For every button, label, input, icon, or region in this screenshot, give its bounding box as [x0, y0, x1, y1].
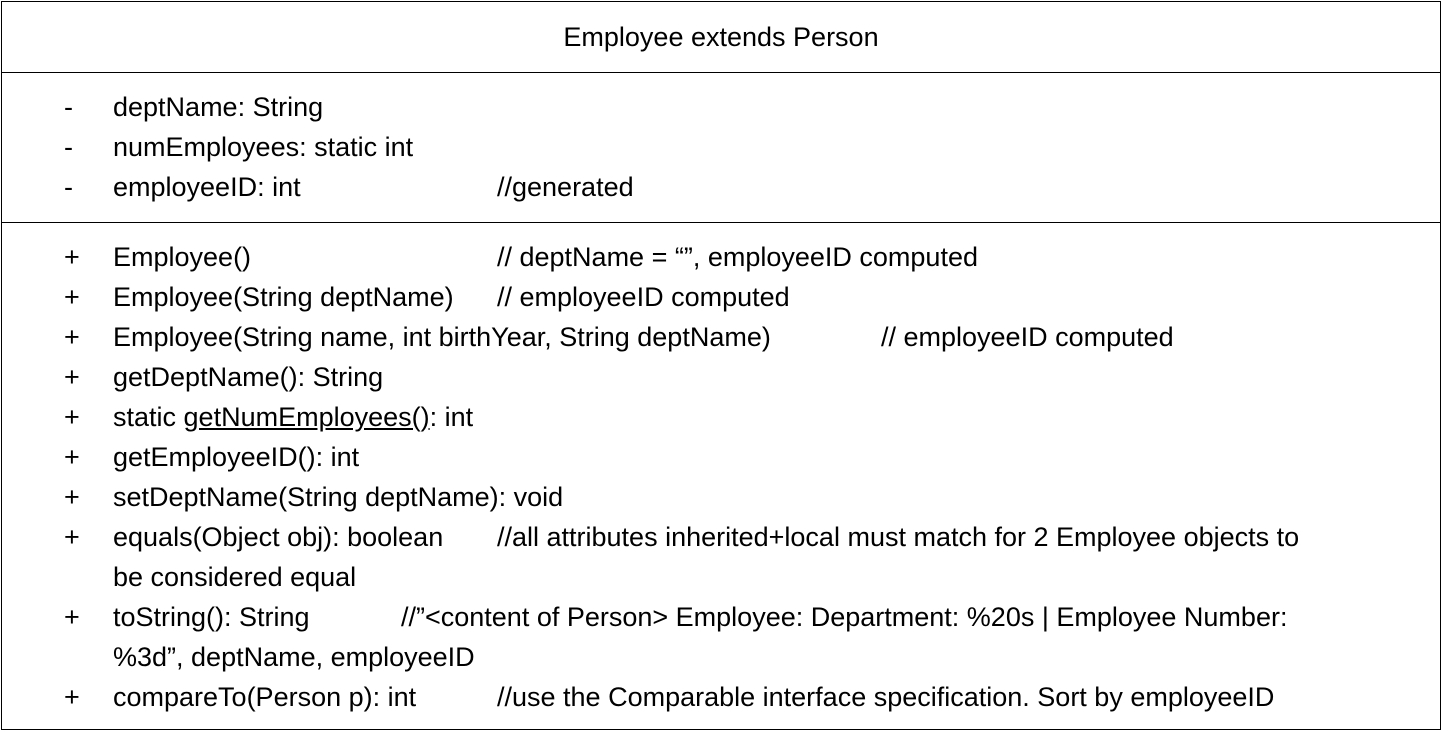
- visibility-public: +: [64, 282, 80, 312]
- method-comment: // employeeID computed: [497, 282, 790, 312]
- method-signature: [113, 397, 473, 437]
- attribute-signature: numEmployees: static int: [113, 132, 414, 162]
- method-comment: //use the Comparable interface specification. Sort by employeeID: [497, 682, 1275, 712]
- static-keyword: static: [113, 402, 184, 432]
- method-signature: Employee(): [113, 242, 252, 272]
- method-comment: // employeeID computed: [881, 322, 1174, 352]
- method-row-continuation: [2, 557, 1440, 597]
- attribute-row: [2, 167, 1440, 207]
- static-method-name: getNumEmployees(): [183, 402, 430, 432]
- visibility-public: +: [64, 442, 80, 472]
- method-comment-continuation: be considered equal: [113, 562, 357, 592]
- class-name-section: [2, 2, 1440, 73]
- methods-section: [2, 223, 1440, 729]
- method-signature: equals(Object obj): boolean: [113, 522, 444, 552]
- class-title: Employee extends Person: [563, 21, 879, 52]
- method-row: [2, 477, 1440, 517]
- method-row: [2, 237, 1440, 277]
- method-comment: //all attributes inherited+local must match for 2 Employee objects to: [497, 522, 1300, 552]
- visibility-public: +: [64, 682, 80, 712]
- method-row: [2, 277, 1440, 317]
- method-row: [2, 437, 1440, 477]
- method-row: [2, 357, 1440, 397]
- visibility-public: +: [64, 242, 80, 272]
- method-row: [2, 597, 1440, 637]
- method-comment: //”<content of Person> Employee: Department: %20s | Employee Number:: [401, 602, 1288, 632]
- visibility-public: +: [64, 482, 80, 512]
- uml-class-box: [1, 1, 1441, 730]
- method-signature: getEmployeeID(): int: [113, 442, 360, 472]
- method-row-continuation: [2, 637, 1440, 677]
- method-signature: toString(): String: [113, 602, 310, 632]
- visibility-private: -: [64, 132, 73, 162]
- visibility-public: +: [64, 602, 80, 632]
- attribute-row: [2, 87, 1440, 127]
- method-row: [2, 397, 1440, 437]
- method-signature: setDeptName(String deptName): void: [113, 482, 564, 512]
- visibility-private: -: [64, 172, 73, 202]
- method-signature: compareTo(Person p): int: [113, 682, 417, 712]
- method-comment-continuation: %3d”, deptName, employeeID: [113, 642, 475, 672]
- method-signature: Employee(String deptName): [113, 282, 454, 312]
- method-signature: getDeptName(): String: [113, 362, 384, 392]
- method-row: [2, 677, 1440, 717]
- visibility-public: +: [64, 522, 80, 552]
- method-signature: Employee(String name, int birthYear, String deptName): [113, 322, 771, 352]
- visibility-public: +: [64, 362, 80, 392]
- visibility-public: +: [64, 402, 80, 432]
- attribute-signature: deptName: String: [113, 92, 324, 122]
- attribute-signature: employeeID: int: [113, 172, 301, 202]
- attribute-comment: //generated: [497, 172, 634, 202]
- method-row: [2, 317, 1440, 357]
- method-comment: // deptName = “”, employeeID computed: [497, 242, 978, 272]
- visibility-public: +: [64, 322, 80, 352]
- visibility-private: -: [64, 92, 73, 122]
- attribute-row: [2, 127, 1440, 167]
- method-row: [2, 517, 1440, 557]
- attributes-section: [2, 73, 1440, 223]
- return-type: : int: [429, 402, 474, 432]
